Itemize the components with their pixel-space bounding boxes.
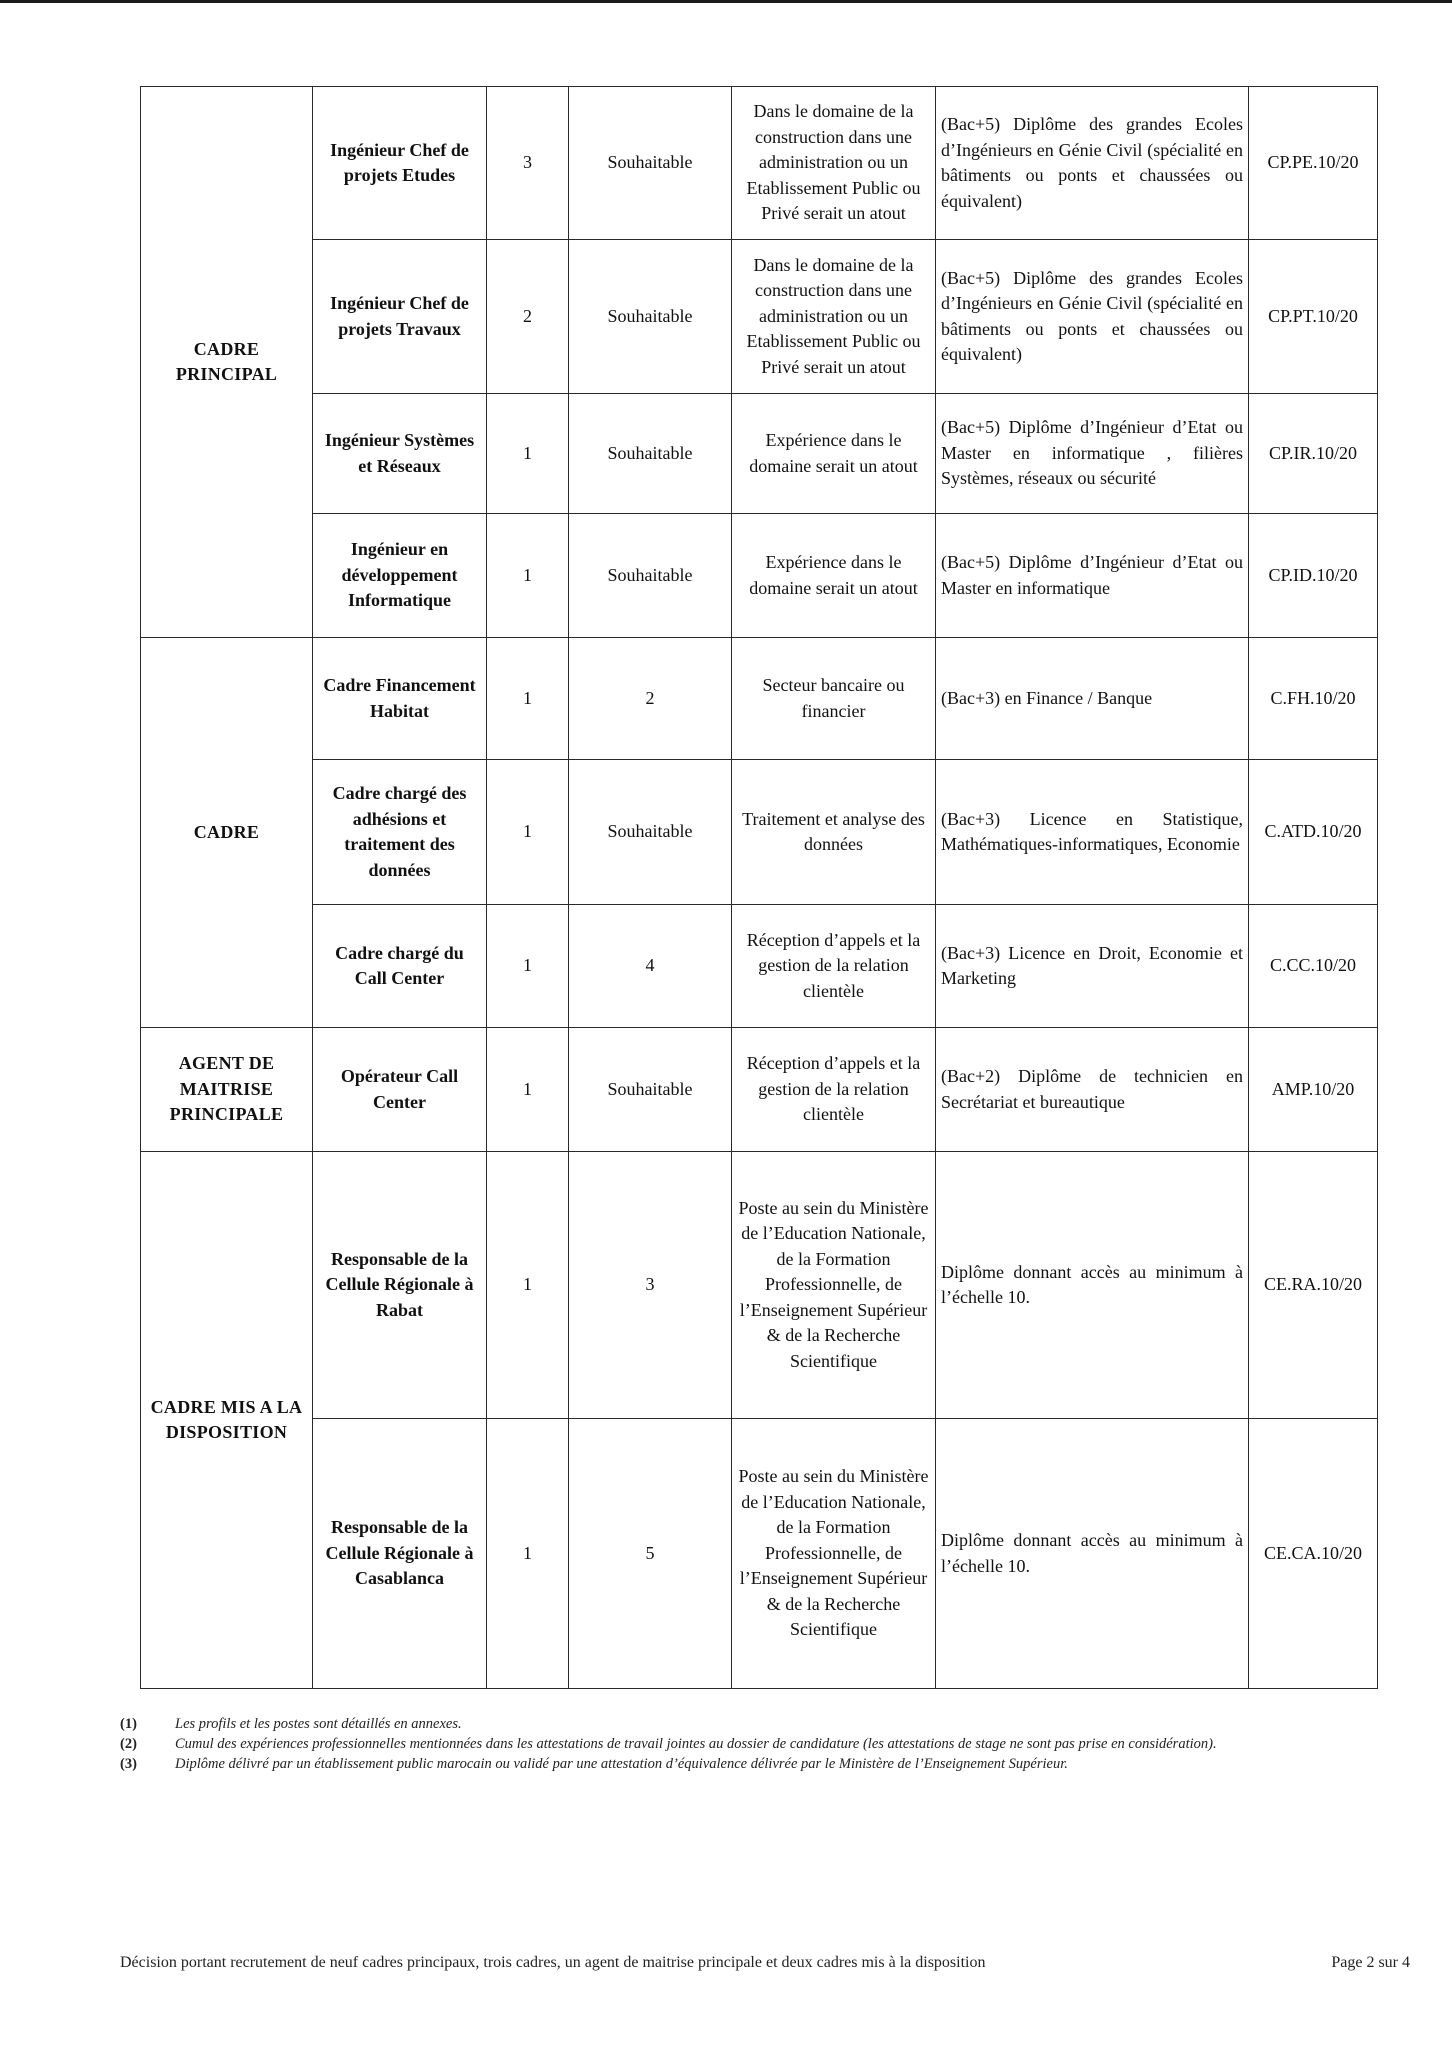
positions-count: 1 [487, 1028, 569, 1152]
table-row [141, 1028, 1378, 1152]
footnotes [120, 1715, 1345, 1775]
top-border-line [0, 0, 1452, 3]
reference-code: CP.PT.10/20 [1249, 240, 1378, 394]
requirement-cell: Poste au sein du Ministère de l’Education Nationale, de la Formation Professionnelle, de l’Enseignement Supérieur & de la Recherche Scientifique [732, 1419, 936, 1689]
diploma-cell: (Bac+5) Diplôme des grandes Ecoles d’Ingénieurs en Génie Civil (spécialité en bâtiments ou ponts et chaussées ou équivalent) [936, 87, 1249, 240]
diploma-cell: (Bac+5) Diplôme d’Ingénieur d’Etat ou Master en informatique [936, 514, 1249, 638]
experience-cell: Souhaitable [569, 760, 732, 905]
diploma-cell: (Bac+3) Licence en Statistique, Mathématiques-informatiques, Economie [936, 760, 1249, 905]
footnote-number: (2) [120, 1736, 137, 1752]
reference-code: CE.RA.10/20 [1249, 1152, 1378, 1419]
post-title: Opérateur Call Center [313, 1028, 487, 1152]
positions-count: 1 [487, 514, 569, 638]
page-footer [120, 1954, 1410, 1972]
requirement-cell: Expérience dans le domaine serait un atout [732, 394, 936, 514]
table-row [141, 514, 1378, 638]
category-cell: CADRE [141, 638, 313, 1028]
table-row [141, 87, 1378, 240]
reference-code: CP.ID.10/20 [1249, 514, 1378, 638]
requirement-cell: Dans le domaine de la construction dans une administration ou un Etablissement Public ou Privé serait un atout [732, 240, 936, 394]
diploma-cell: (Bac+5) Diplôme des grandes Ecoles d’Ingénieurs en Génie Civil (spécialité en bâtiments ou ponts et chaussées ou équivalent) [936, 240, 1249, 394]
diploma-cell: (Bac+2) Diplôme de technicien en Secrétariat et bureautique [936, 1028, 1249, 1152]
reference-code: C.ATD.10/20 [1249, 760, 1378, 905]
diploma-cell: Diplôme donnant accès au minimum à l’échelle 10. [936, 1152, 1249, 1419]
footnote-text: Cumul des expériences professionnelles mentionnées dans les attestations de travail jointes au dossier de candidature (les attestations de stage ne sont pas prise en considération). [175, 1736, 1217, 1752]
reference-code: C.CC.10/20 [1249, 905, 1378, 1028]
reference-code: AMP.10/20 [1249, 1028, 1378, 1152]
post-title: Ingénieur Chef de projets Travaux [313, 240, 487, 394]
reference-code: CP.IR.10/20 [1249, 394, 1378, 514]
table-row [141, 394, 1378, 514]
category-cell: AGENT DE MAITRISE PRINCIPALE [141, 1028, 313, 1152]
reference-code: CE.CA.10/20 [1249, 1419, 1378, 1689]
category-cell: CADRE PRINCIPAL [141, 87, 313, 638]
positions-count: 1 [487, 394, 569, 514]
experience-cell: 5 [569, 1419, 732, 1689]
experience-cell: 2 [569, 638, 732, 760]
category-cell: CADRE MIS A LA DISPOSITION [141, 1152, 313, 1689]
footnote-number: (1) [120, 1716, 137, 1732]
reference-code: C.FH.10/20 [1249, 638, 1378, 760]
table-row [141, 1152, 1378, 1419]
post-title: Ingénieur Chef de projets Etudes [313, 87, 487, 240]
requirement-cell: Expérience dans le domaine serait un atout [732, 514, 936, 638]
table-row [141, 638, 1378, 760]
experience-cell: 4 [569, 905, 732, 1028]
experience-cell: Souhaitable [569, 240, 732, 394]
diploma-cell: (Bac+3) Licence en Droit, Economie et Marketing [936, 905, 1249, 1028]
requirement-cell: Secteur bancaire ou financier [732, 638, 936, 760]
post-title: Cadre chargé des adhésions et traitement des données [313, 760, 487, 905]
table-row [141, 905, 1378, 1028]
diploma-cell: (Bac+3) en Finance / Banque [936, 638, 1249, 760]
table-row [141, 760, 1378, 905]
post-title: Cadre Financement Habitat [313, 638, 487, 760]
post-title: Responsable de la Cellule Régionale à Rabat [313, 1152, 487, 1419]
positions-count: 3 [487, 87, 569, 240]
footnote-text: Diplôme délivré par un établissement public marocain ou validé par une attestation d’équivalence délivrée par le Ministère de l’Enseignement Supérieur. [175, 1756, 1068, 1772]
footnote [120, 1735, 1345, 1754]
experience-cell: Souhaitable [569, 394, 732, 514]
experience-cell: 3 [569, 1152, 732, 1419]
positions-count: 1 [487, 1419, 569, 1689]
table-row [141, 240, 1378, 394]
post-title: Ingénieur en développement Informatique [313, 514, 487, 638]
page-number: Page 2 sur 4 [1331, 1954, 1410, 1971]
post-title: Responsable de la Cellule Régionale à Casablanca [313, 1419, 487, 1689]
requirement-cell: Traitement et analyse des données [732, 760, 936, 905]
footnote-text: Les profils et les postes sont détaillés en annexes. [175, 1716, 462, 1732]
requirement-cell: Réception d’appels et la gestion de la relation clientèle [732, 1028, 936, 1152]
footnote-number: (3) [120, 1756, 137, 1772]
positions-count: 1 [487, 905, 569, 1028]
table-row [141, 1419, 1378, 1689]
positions-count: 1 [487, 760, 569, 905]
experience-cell: Souhaitable [569, 87, 732, 240]
footer-title: Décision portant recrutement de neuf cadres principaux, trois cadres, un agent de maitrise principale et deux cadres mis à la disposition [120, 1954, 986, 1971]
positions-count: 2 [487, 240, 569, 394]
requirement-cell: Poste au sein du Ministère de l’Education Nationale, de la Formation Professionnelle, de l’Enseignement Supérieur & de la Recherche Scientifique [732, 1152, 936, 1419]
post-title: Cadre chargé du Call Center [313, 905, 487, 1028]
diploma-cell: Diplôme donnant accès au minimum à l’échelle 10. [936, 1419, 1249, 1689]
experience-cell: Souhaitable [569, 1028, 732, 1152]
requirement-cell: Réception d’appels et la gestion de la relation clientèle [732, 905, 936, 1028]
reference-code: CP.PE.10/20 [1249, 87, 1378, 240]
recruitment-table [140, 86, 1378, 1689]
positions-count: 1 [487, 1152, 569, 1419]
footnote [120, 1755, 1345, 1774]
footnote [120, 1715, 1345, 1734]
requirement-cell: Dans le domaine de la construction dans une administration ou un Etablissement Public ou Privé serait un atout [732, 87, 936, 240]
positions-count: 1 [487, 638, 569, 760]
post-title: Ingénieur Systèmes et Réseaux [313, 394, 487, 514]
experience-cell: Souhaitable [569, 514, 732, 638]
diploma-cell: (Bac+5) Diplôme d’Ingénieur d’Etat ou Master en informatique , filières Systèmes, réseaux ou sécurité [936, 394, 1249, 514]
